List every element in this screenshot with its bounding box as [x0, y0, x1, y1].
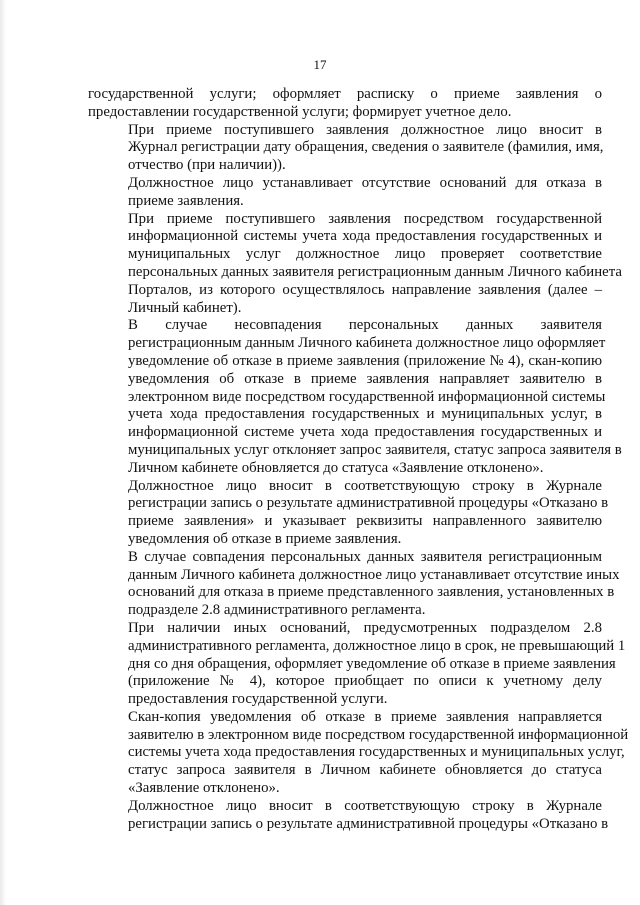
text-line: При наличии иных оснований, предусмотренных подразделом 2.8 — [128, 619, 602, 636]
text-line: заявителю в электронном виде посредством государственной информационной — [128, 726, 629, 743]
paragraph — [88, 708, 629, 798]
text-line: Личный кабинет). — [128, 299, 242, 316]
text-line: муниципальных услуг должностное лицо проверяет соответствие — [128, 246, 602, 263]
text-line: Порталов, из которого осуществлялось направление заявления (далее – — [128, 281, 602, 298]
paragraph — [88, 477, 609, 549]
text-line: подразделе 2.8 административного регламента. — [128, 602, 426, 619]
paragraph — [88, 122, 602, 175]
text-line: предоставлении государственной услуги; формирует учетное дело. — [88, 103, 512, 120]
text-line: приеме заявления. — [128, 192, 244, 209]
text-line: регистрации запись о результате административной процедуры «Отказано в — [128, 815, 609, 832]
text-line: государственной услуги; оформляет расписку о приеме заявления о — [88, 86, 602, 102]
text-line: При приеме поступившего заявления должностное лицо вносит в — [128, 121, 602, 138]
text-line: дня со дня обращения, оформляет уведомление об отказе в приеме заявления — [128, 655, 616, 672]
text-line: статус запроса заявителя в Личном кабинете обновляется до статуса — [128, 762, 602, 779]
text-line: муниципальных услуг отклоняет запрос заявителя, статус запроса заявителя в — [128, 441, 622, 458]
text-line: уведомление об отказе в приеме заявления (приложение № 4), скан-копию — [128, 352, 602, 369]
page-number: 17 — [313, 57, 327, 72]
text-line: персональных данных заявителя регистрационным данным Личного кабинета — [128, 263, 622, 280]
text-line: Личном кабинете обновляется до статуса «Заявление отклонено». — [128, 459, 544, 476]
paragraph — [88, 797, 609, 834]
text-line: оснований для отказа в приеме представленного заявления, установленных в — [128, 584, 615, 601]
text-line: Скан-копия уведомления об отказе в приеме заявления направляется — [128, 708, 602, 725]
document-body — [88, 86, 629, 833]
paragraph — [88, 210, 622, 318]
text-line: приеме заявления» и указывает реквизиты направленного заявителю — [128, 513, 602, 530]
paragraph — [88, 317, 622, 477]
text-line: Журнал регистрации дату обращения, сведения о заявителе (фамилия, имя, — [128, 139, 604, 156]
text-line: отчество (при наличии)). — [128, 157, 286, 174]
text-line: регистрационным данным Личного кабинета должностное лицо оформляет — [128, 335, 606, 352]
text-line: При приеме поступившего заявления посредством государственной — [128, 210, 602, 227]
text-line: В случае несовпадения персональных данных заявителя — [128, 317, 602, 334]
paragraph — [88, 548, 620, 620]
text-line: учета хода предоставления государственных и муниципальных услуг, в — [128, 406, 602, 423]
paragraph — [88, 619, 626, 709]
text-line: Должностное лицо устанавливает отсутствие оснований для отказа в — [128, 174, 602, 191]
text-line: регистрации запись о результате административной процедуры «Отказано в — [128, 495, 609, 512]
text-line: системы учета хода предоставления государственных и муниципальных услуг, — [128, 744, 625, 761]
text-line: данным Личного кабинета должностное лицо устанавливает отсутствие иных — [128, 566, 620, 583]
text-line: административного регламента, должностное лицо в срок, не превышающий 1 — [128, 637, 626, 654]
text-line: уведомления об отказе в приеме заявления направляет заявителю в — [128, 370, 602, 387]
text-line: Должностное лицо вносит в соответствующую строку в Журнале — [128, 477, 602, 494]
paragraph — [88, 175, 602, 211]
text-line: (приложение № 4), которое приобщает по описи к учетному делу — [128, 673, 602, 690]
text-line: уведомления об отказе в приеме заявления. — [128, 530, 402, 547]
text-line: электронном виде посредством государственной информационной системы — [128, 388, 606, 405]
text-line: «Заявление отклонено». — [128, 780, 280, 797]
text-line: информационной системы учета хода предоставления государственных и — [128, 228, 602, 245]
text-line: предоставления государственной услуги. — [128, 691, 388, 708]
paragraph — [88, 86, 602, 122]
text-line: информационной системе учета хода предоставления государственных и — [128, 424, 602, 441]
text-line: В случае совпадения персональных данных заявителя регистрационным — [128, 548, 602, 565]
text-line: Должностное лицо вносит в соответствующую строку в Журнале — [128, 797, 602, 814]
scan-edge-shadow — [0, 0, 6, 905]
